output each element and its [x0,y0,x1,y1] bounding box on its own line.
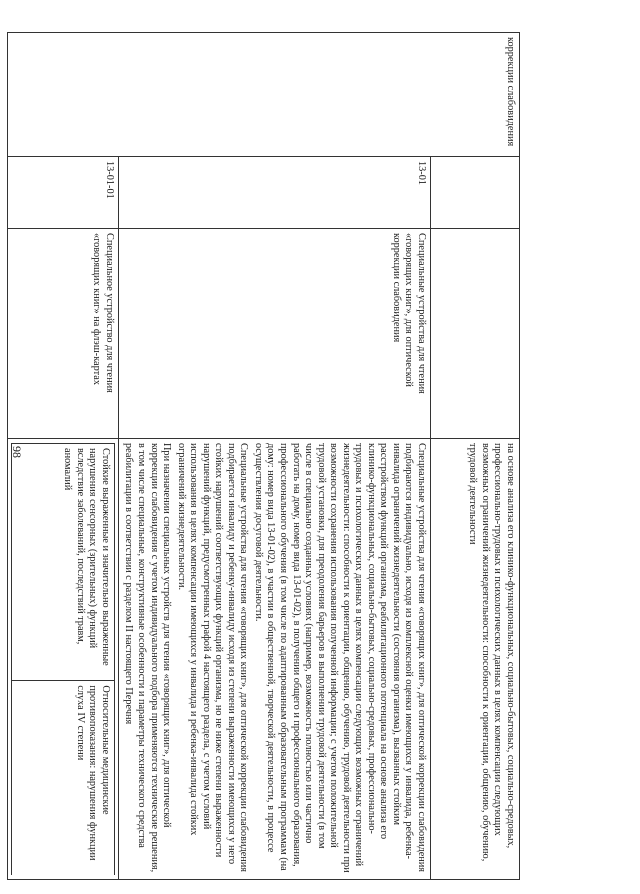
description-cell [118,439,430,880]
description-text: на основе анализа его клинико-функциональных, социально-бытовых, социально-средовых, профессионально-трудовых и психологических данных в целях компенсации следующих возможных ограничений жизнедеятельности: способности к ориентации, общению, обучению, трудовой деятельности [467,443,516,862]
indication-text: Стойкие выраженные и значительно выраженные нарушения сенсорных (зрительных) функций вследствие заболеваний, последствий травм, аномалий [62,448,111,666]
page-number: 98 [10,446,24,458]
code-cell [118,157,430,229]
table-row [7,33,118,880]
indication-cell [11,444,114,681]
section-title-cell [7,33,519,157]
code-cell [431,157,520,229]
name-cell [7,229,118,439]
row-code: 13-01-01 [103,161,115,199]
rotated-table-canvas [62,32,520,880]
row-name: Специальное устройство для чтения «говорящих книг» на флэш-картах [91,233,115,393]
description-paragraph: При назначении специальных устройств для чтения «говорящих книг», для оптической коррекции слабовидения с учетом индивидуального подбора применяются технические решения, в том числе специальные, конструктивные особенности и параметры технического средства реабилитации в соответствии с разделом II настоящего Перечня [123,443,173,873]
description-cell [431,439,520,880]
row-code: 13-01 [416,161,427,186]
description-cell [7,439,118,880]
row-name: Специальные устройства для чтения «говорящих книг», для оптической коррекции слабовидения [390,233,427,394]
section-title: коррекции слабовидения [505,37,516,147]
code-cell [7,157,118,229]
contraindication-cell [11,681,114,875]
description-paragraph: Специальные устройства для чтения «говорящих книг», для оптической коррекции слабовидения подбирается инвалиду и ребенку-инвалиду исходя из степени выраженности имеющихся у него стойких нарушений соответствующих функций организма, но не ниже степени выраженности нарушений функций, предусмотренных графой 4 настоящего раздела, с учетом условий использования в целях компенсации имеющихся у инвалида и ребенка-инвалида стойких ограничений жизнедеятельности. [175,443,250,873]
table-row [431,33,520,880]
tsr-table [7,32,520,880]
indications-table [11,443,115,875]
name-cell [431,229,520,439]
table-row [118,33,430,880]
contraindication-text: Относительные медицинские противопоказания: нарушения функции слуха IV степени [74,685,111,861]
name-cell [118,229,430,439]
description-paragraph: Специальные устройства для чтения «говорящих книг», для оптической коррекции слабовидения подбираются индивидуально, исходя из комплексной оценки имеющихся у инвалида, ребенка-инвалида ограничений жизнедеятельности (состояния организма), вызванных стойким расстройством функций организма, реабилитационного потенциала на основе анализа его клинико-функциональных, социально-бытовых, социально-средовых, профессионально-трудовых и психологических данных в целях компенсации следующих возможных ограничений жизнедеятельности: способности к ориентации, общению, обучению, трудовой деятельности при возможности сохранения использования полученной информации; с учетом положительной трудовой установки, для преодоления барьеров в выполнении трудовой деятельности (в том числе в специально созданных условиях (например, возможность полностью или частично работать на дому, номер вида 13-01-02), в получении общего и профессионального образования, профессионального обучения (в том числе по адаптированным образовательным программам (на дому: номер вида 13-01-02), в участии в общественной, творческой деятельности, в процессе осуществления досуговой деятельности. [252,443,427,873]
